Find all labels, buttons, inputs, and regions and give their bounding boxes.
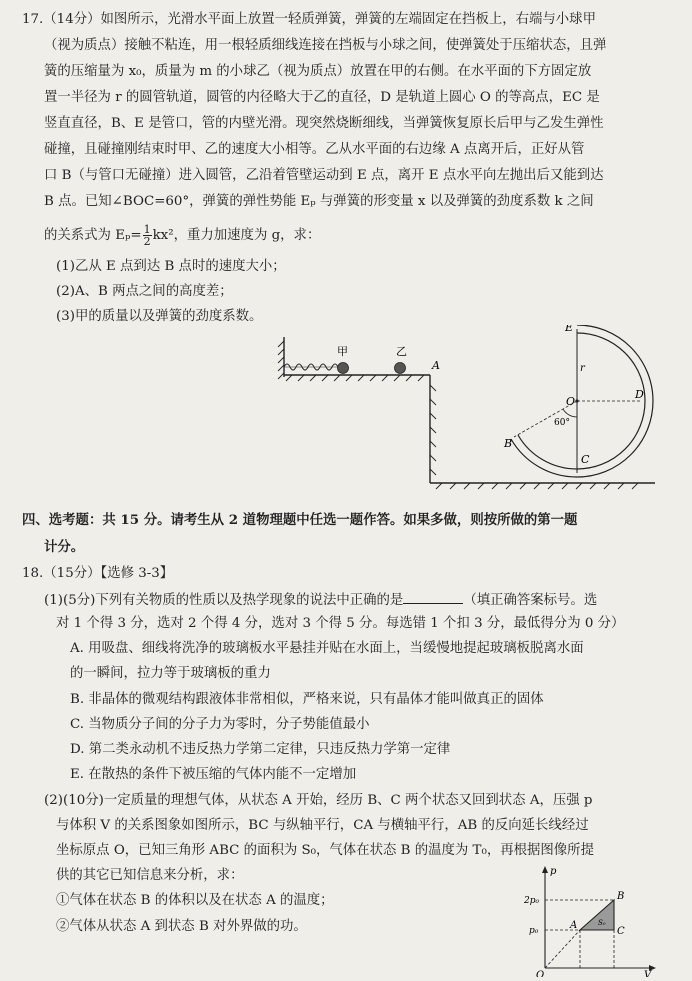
- q18-subq-1: ①气体在状态 B 的体积以及在状态 A 的温度；: [56, 893, 334, 908]
- triangle-ABC: [580, 900, 614, 930]
- option-E: E. 在散热的条件下被压缩的气体内能不一定增加: [70, 767, 357, 782]
- q18-part2-line-3: 坐标原点 O，已知三角形 ABC 的面积为 S₀，气体在状态 B 的温度为 T₀，再根据图像所提: [56, 843, 594, 858]
- area-label-S0: S₀: [598, 919, 606, 927]
- q18-part1-hint: （填正确答案标号。选: [463, 593, 598, 608]
- label-D: D: [635, 388, 644, 401]
- pv-graph: [520, 862, 660, 977]
- formula-prefix: 的关系式为 Eₚ=: [44, 228, 142, 243]
- q17-figure: [270, 325, 670, 495]
- q18-part2-line-4: 供的其它已知信息来分析，求：: [56, 868, 244, 883]
- axis-label-p: p: [550, 866, 557, 877]
- point-label-C: C: [617, 926, 625, 937]
- q17-line-7: 口 B（与管口无碰撞）进入圆管，乙沿着管壁运动到 E 点，离开 E 点水平向左抛出后又能到达: [44, 168, 604, 183]
- ball-jia: [338, 363, 349, 374]
- label-yi: 乙: [396, 345, 407, 358]
- option-A-line-2: 的一瞬间，拉力等于玻璃板的重力: [70, 666, 271, 681]
- section4-line-2: 计分。: [44, 539, 85, 555]
- formula-suffix: kx²，重力加速度为 g，求：: [152, 228, 321, 243]
- q17-question-2: (2)A、B 两点之间的高度差；: [56, 284, 233, 299]
- fraction-numerator: 1: [143, 223, 151, 236]
- q17-line-3: 簧的压缩量为 x₀，质量为 m 的小球乙（视为质点）放置在甲的右侧。在水平面的下方固定放: [44, 64, 592, 79]
- q17-question-3: (3)甲的质量以及弹簧的劲度系数。: [56, 309, 263, 324]
- label-jia: 甲: [337, 345, 348, 358]
- label-A: A: [432, 359, 440, 372]
- q17-formula-line: [44, 224, 692, 247]
- fraction-half: [143, 224, 152, 247]
- q18-title: 18.（15分）【选修 3-3】: [22, 566, 174, 581]
- q18-part1-text: (1)(5分)下列有关物质的性质以及热学现象的说法中正确的是: [44, 593, 404, 608]
- label-C: C: [581, 453, 590, 466]
- option-A-line-1: A. 用吸盘、细线将洗净的玻璃板水平悬挂并贴在水面上，当缓慢地提起玻璃板脱离水面: [70, 641, 584, 656]
- q17-line-4: 置一半径为 r 的圆管轨道，圆管的内径略大于乙的直径，D 是轨道上圆心 O 的等高点，EC 是: [44, 90, 600, 105]
- option-D: D. 第二类永动机不违反热力学第二定律，只违反热力学第一定律: [70, 742, 451, 757]
- q17-question-1: (1)乙从 E 点到达 B 点时的速度大小；: [56, 259, 286, 274]
- tick-label-p0: p₀: [529, 926, 539, 936]
- q17-line-2: （视为质点）接触不粘连，用一根轻质细线连接在挡板与小球之间，使弹簧处于压缩状态，且弹: [44, 38, 607, 53]
- q18-part2-line-2: 与体积 V 的关系图象如图所示，BC 与纵轴平行，CA 与横轴平行，AB 的反向延长线经过: [56, 818, 589, 833]
- option-C: C. 当物质分子间的分子力为零时，分子势能值最小: [70, 717, 370, 732]
- point-label-A: A: [570, 920, 578, 931]
- label-E: E: [565, 325, 574, 334]
- option-B: B. 非晶体的微观结构跟液体非常相似，严格来说，只有晶体才能叫做真正的固体: [70, 692, 544, 707]
- point-label-B: B: [617, 891, 625, 902]
- q18-part1-line-1: [44, 592, 692, 607]
- q17-line-1: 17.（14分）如图所示，光滑水平面上放置一轻质弹簧，弹簧的左端固定在挡板上，右端与小球甲: [22, 12, 596, 27]
- ball-yi: [395, 363, 406, 374]
- q18-subq-2: ②气体从状态 A 到状态 B 对外界做的功。: [56, 919, 307, 934]
- q18-part2-line-1: (2)(10分)一定质量的理想气体，从状态 A 开始，经历 B、C 两个状态又回到状态 A，压强 p: [44, 793, 593, 808]
- q17-line-5: 竖直直径，B、E 是管口，管的内壁光滑。现突然烧断细线，当弹簧恢复原长后甲与乙发生弹性: [44, 116, 604, 131]
- axis-label-V: V: [644, 970, 652, 977]
- label-O: O: [566, 395, 576, 408]
- q18-part1-line-2: 对 1 个得 3 分，选对 2 个得 4 分，选对 3 个得 5 分。每选错 1 个扣 3 分，最低得分为 0 分）: [56, 616, 625, 631]
- q17-line-6: 碰撞，且碰撞刚结束时甲、乙的速度大小相等。乙从水平面的右边缘 A 点离开后，正好从管: [44, 142, 585, 157]
- label-B: B: [504, 437, 513, 450]
- label-r: r: [580, 363, 585, 374]
- fraction-denominator: 2: [143, 235, 151, 248]
- label-angle: 60°: [554, 418, 570, 428]
- q17-line-8: B 点。已知∠BOC=60°，弹簧的弹性势能 Eₚ 与弹簧的形变量 x 以及弹簧的劲度系数 k 之间: [44, 194, 594, 209]
- origin-label-O: O: [536, 970, 545, 977]
- tick-label-2p0: 2p₀: [524, 896, 540, 906]
- answer-blank: [403, 592, 463, 604]
- section4-line-1: 四、选考题：共 15 分。请考生从 2 道物理题中任选一题作答。如果多做，则按所做的第一题: [22, 512, 578, 528]
